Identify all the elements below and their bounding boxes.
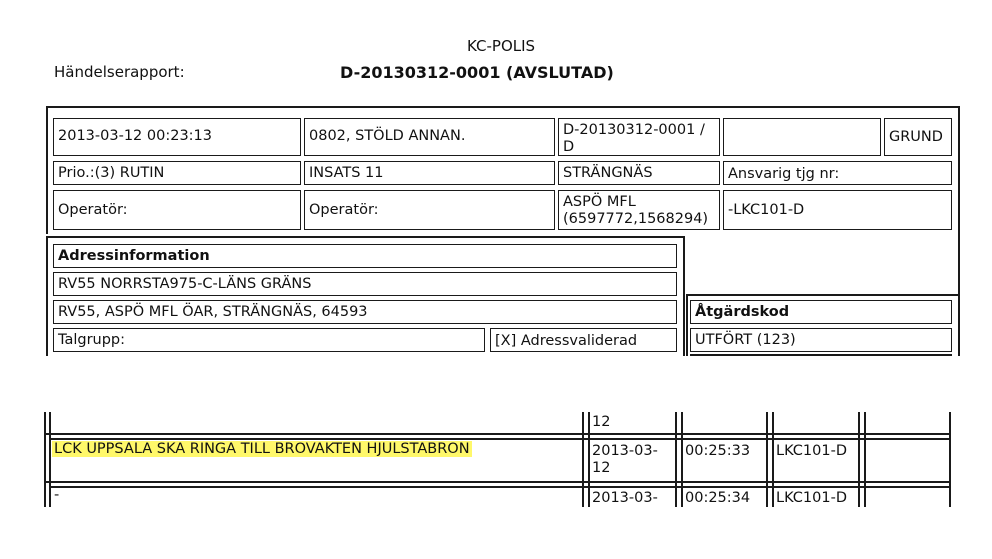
- address-line1-cell: [53, 272, 677, 296]
- atgard-bottom-stub: [690, 354, 952, 356]
- log-row1-date-line2: 12: [592, 460, 611, 476]
- event-code: 0802, STÖLD ANNAN.: [309, 128, 466, 144]
- log-row1-time: 00:25:33: [685, 443, 751, 459]
- event-grund: GRUND: [889, 129, 943, 145]
- talgrupp-cell: [53, 328, 485, 352]
- log-col1-line: [582, 412, 584, 507]
- event-blank-cell: [723, 118, 881, 156]
- prio-value: Prio.:(3) RUTIN: [58, 165, 165, 181]
- location-cell: [558, 190, 720, 230]
- log-col3-line: [766, 412, 768, 507]
- log-left-line-inner: [49, 412, 51, 507]
- event-code-cell: [304, 118, 555, 156]
- event-id-cell: [558, 118, 720, 156]
- location-line1: ASPÖ MFL: [563, 194, 636, 210]
- log-right-line: [949, 412, 951, 507]
- atgard-heading: Åtgärdskod: [695, 304, 790, 320]
- log-row0-bottom: [44, 433, 951, 435]
- unit-value: -LKC101-D: [728, 202, 805, 218]
- atgard-frame-left: [686, 294, 688, 356]
- event-id-line1: D-20130312-0001 /: [563, 122, 705, 138]
- log-row2-date-line1: 2013-03-: [592, 490, 658, 506]
- org-name: KC-POLIS: [467, 37, 536, 55]
- ansvarig-label: Ansvarig tjg nr:: [728, 166, 840, 182]
- log-col2-line: [675, 412, 677, 507]
- operator1-label: Operatör:: [58, 202, 128, 218]
- log-row1-bottom-inner: [49, 486, 951, 488]
- log-row0-bottom-inner: [49, 438, 951, 440]
- frame-top: [46, 106, 960, 108]
- log-col4-line: [858, 412, 860, 507]
- log-row1-unit: LKC101-D: [776, 443, 847, 459]
- log-col4b-line: [864, 412, 866, 507]
- log-row2-time: 00:25:34: [685, 490, 751, 506]
- log-row2-text: -: [54, 487, 60, 503]
- insats-cell: [304, 161, 555, 185]
- log-row1-text: [52, 441, 472, 458]
- log-col3b-line: [772, 412, 774, 507]
- event-datetime: 2013-03-12 00:23:13: [58, 128, 212, 144]
- frame-right: [958, 106, 960, 356]
- place-cell: [558, 161, 720, 185]
- unit-cell: [723, 190, 952, 230]
- log-left-line: [44, 412, 46, 507]
- report-id: D-20130312-0001 (AVSLUTAD): [340, 63, 614, 82]
- address-heading: Adressinformation: [58, 248, 210, 264]
- log-row0-date-tail: 12: [592, 414, 611, 430]
- validated-cell: [490, 328, 677, 352]
- event-id-line2: D: [563, 139, 575, 155]
- log-col1b-line: [588, 412, 590, 507]
- log-row1-date-line1: 2013-03-: [592, 443, 658, 459]
- address-line2: RV55, ASPÖ MFL ÖAR, STRÄNGNÄS, 64593: [58, 304, 368, 320]
- atgard-heading-cell: [690, 300, 952, 324]
- atgard-value: UTFÖRT (123): [695, 332, 796, 348]
- prio-cell: [53, 161, 301, 185]
- address-frame-right: [683, 236, 685, 356]
- log-col2b-line: [681, 412, 683, 507]
- operator1-cell: [53, 190, 301, 230]
- atgard-frame-top: [686, 294, 960, 296]
- validated-label: [X] Adressvaliderad: [495, 333, 638, 349]
- event-datetime-cell: [53, 118, 301, 156]
- log-row1-bottom: [44, 481, 951, 483]
- atgard-value-cell: [690, 328, 952, 352]
- address-heading-cell: [53, 244, 677, 268]
- address-frame-top: [46, 236, 685, 238]
- talgrupp-label: Talgrupp:: [58, 332, 126, 348]
- operator2-label: Operatör:: [309, 202, 379, 218]
- report-label: Händelserapport:: [54, 63, 185, 81]
- place-value: STRÄNGNÄS: [563, 165, 653, 181]
- address-line1: RV55 NORRSTA975-C-LÄNS GRÄNS: [58, 276, 312, 292]
- insats-value: INSATS 11: [309, 165, 384, 181]
- address-line2-cell: [53, 300, 677, 324]
- log-row2-unit: LKC101-D: [776, 490, 847, 506]
- ansvarig-cell: [723, 161, 952, 185]
- address-frame-left: [46, 236, 48, 356]
- log-row1-text-highlight: LCK UPPSALA SKA RINGA TILL BROVAKTEN HJULSTABRON: [54, 441, 470, 457]
- location-line2: (6597772,1568294): [563, 211, 709, 227]
- operator2-cell: [304, 190, 555, 230]
- frame-left: [46, 106, 48, 234]
- event-grund-cell: [884, 118, 952, 156]
